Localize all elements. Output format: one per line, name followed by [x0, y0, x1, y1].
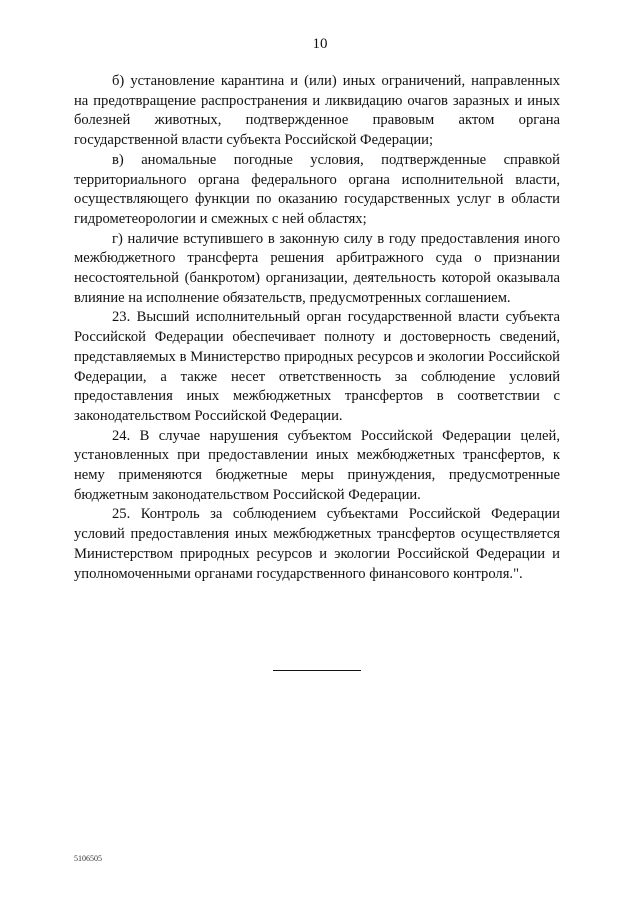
paragraph-v-weather: в) аномальные погодные условия, подтвержденные справкой территориального органа федерального органа исполнительной власти, осуществляющего функции по оказанию государственных услуг в области гидрометеорологии и смежных с ней областях;: [74, 151, 560, 227]
end-divider-line: [273, 670, 361, 671]
document-body: [74, 72, 560, 584]
page-number: 10: [312, 36, 328, 52]
paragraph-b-quarantine: б) установление карантина и (или) иных ограничений, направленных на предотвращение распространения и ликвидацию очагов заразных и иных болезней животных, подтвержденное правовым актом органа государственной власти субъекта Российской Федерации;: [74, 73, 560, 149]
document-code: 5106505: [74, 854, 102, 863]
paragraph-23-responsibility: 23. Высший исполнительный орган государственной власти субъекта Российской Федерации обеспечивает полноту и достоверность сведений, представляемых в Министерство природных ресурсов и экологии Российской Федерации, а также несет ответственность за соблюдение условий предоставления иных межбюджетных трансфертов в соответствии с законодательством Российской Федерации.: [74, 309, 560, 424]
paragraph-25-control: 25. Контроль за соблюдением субъектами Российской Федерации условий предоставления иных межбюджетных трансфертов осуществляется Министерством природных ресурсов и экологии Российской Федерации и уполномоченными органами государственного финансового контроля.".: [74, 506, 560, 582]
paragraph-g-bankruptcy: г) наличие вступившего в законную силу в году предоставления иного межбюджетного трансферта решения арбитражного суда о признании несостоятельной (банкротом) организации, деятельность которой оказывала влияние на исполнение обязательств, предусмотренных соглашением.: [74, 230, 560, 306]
paragraph-24-violations: 24. В случае нарушения субъектом Российской Федерации целей, установленных при предоставлении иных межбюджетных трансфертов, к нему применяются бюджетные меры принуждения, предусмотренные бюджетным законодательством Российской Федерации.: [74, 427, 560, 503]
